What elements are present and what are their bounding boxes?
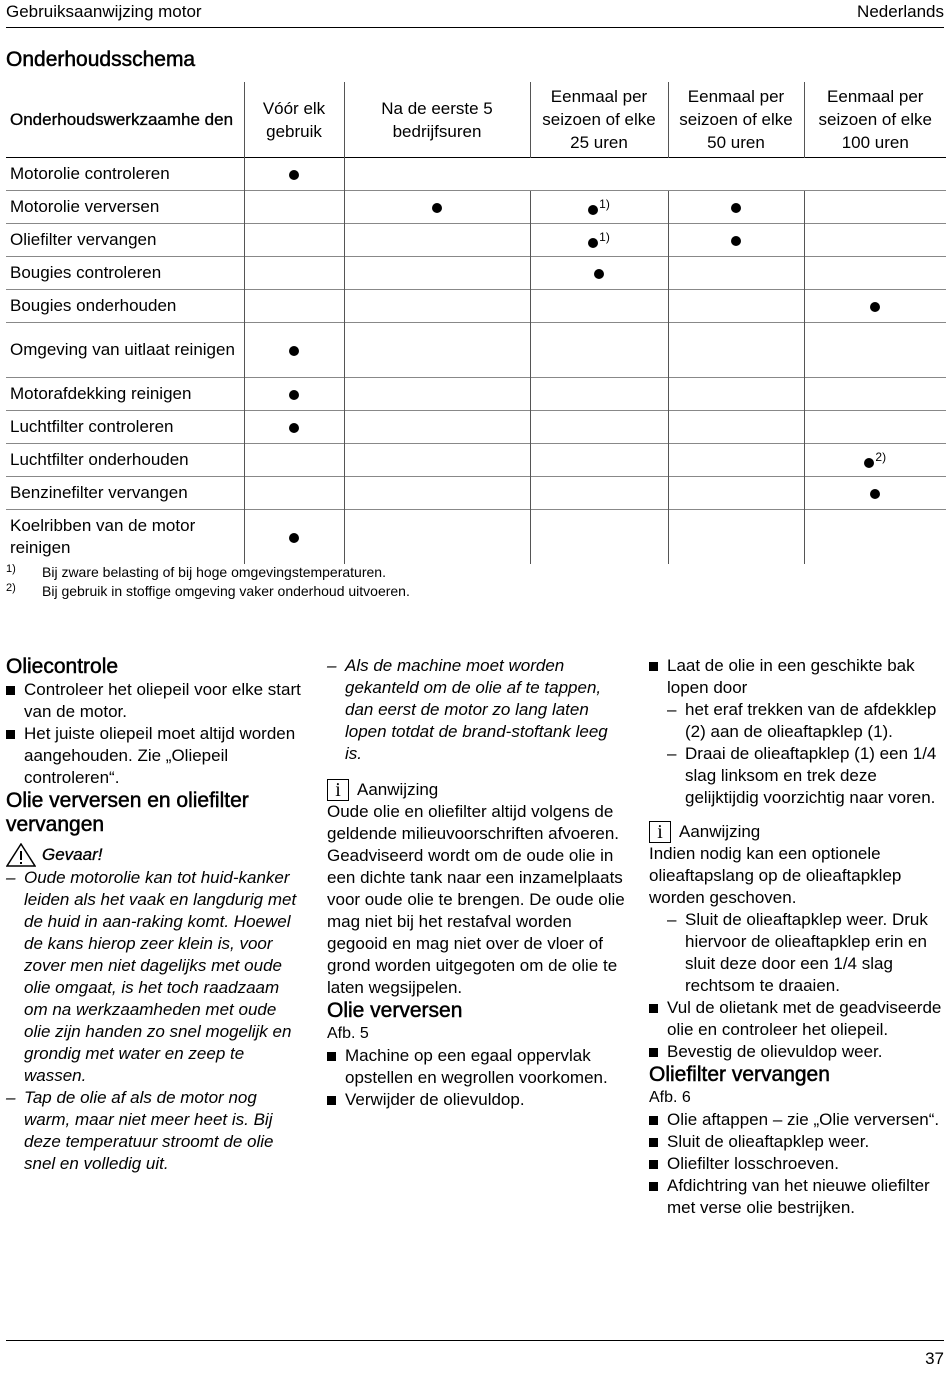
table-row: [6, 224, 946, 257]
note-heading: [327, 779, 627, 801]
mark-cell: [344, 411, 530, 444]
table-row: [6, 510, 946, 565]
table-header-row: [6, 82, 946, 158]
column-left: [6, 655, 304, 1175]
list-item: – het eraf trekken van de afdekklep (2) aan de olieaftapklep (1).: [649, 699, 945, 743]
list-item: Het juiste oliepeil moet altijd worden aangehouden. Zie „Oliepeil controleren“.: [6, 723, 304, 789]
col-header-before-use: Vóór elk gebruik: [244, 82, 344, 158]
table-row: [6, 191, 946, 224]
table-row: [6, 323, 946, 378]
list-item: Verwijder de olievuldop.: [327, 1089, 627, 1111]
mark-cell: [668, 444, 804, 477]
mark-cell: [530, 378, 668, 411]
bullet-dot: [594, 269, 604, 279]
mark-cell: [668, 257, 804, 290]
mark-cell: [804, 444, 946, 477]
mark-cell: [804, 411, 946, 444]
table-row: [6, 257, 946, 290]
mark-cell: [344, 257, 530, 290]
heading-olie-verversen-filter: Olie verversen en oliefilter vervangen: [6, 789, 249, 836]
list-item: – Tap de olie af als de motor nog warm, maar niet meer heet is. Bij deze temperatuur stroomt de olie snel en volledig uit.: [6, 1087, 304, 1175]
list-item: Laat de olie in een geschikte bak lopen door: [649, 655, 945, 699]
task-cell: Motorafdekking reinigen: [6, 378, 244, 411]
table-row: [6, 444, 946, 477]
mark-cell: [804, 158, 946, 191]
note-label: Aanwijzing: [357, 780, 439, 799]
bullet-list: [327, 1045, 627, 1111]
list-item: Machine op een egaal oppervlak opstellen en wegrollen voorkomen.: [327, 1045, 627, 1089]
mark-cell: [804, 224, 946, 257]
list-item: – Sluit de olieaftapklep weer. Druk hiervoor de olieaftapklep erin en sluit deze door een 1/4 slag rechtsom te draaien.: [649, 909, 945, 997]
footnote: [6, 563, 410, 582]
list-item: Vul de olietank met de geadviseerde olie en controleer het oliepeil.: [649, 997, 945, 1041]
mark-cell: [804, 191, 946, 224]
mark-cell: [244, 510, 344, 565]
mark-cell: [804, 510, 946, 565]
bullet-dot: [289, 533, 299, 543]
column-middle: [327, 655, 627, 1111]
list-item: Controleer het oliepeil voor elke start van de motor.: [6, 679, 304, 723]
mark-cell: [530, 158, 668, 191]
mark-cell: [344, 191, 530, 224]
header-right: Nederlands: [857, 2, 944, 21]
task-cell: Bougies onderhouden: [6, 290, 244, 323]
bullet-list: [649, 997, 945, 1063]
mark-cell: [244, 191, 344, 224]
header-left: Gebruiksaanwijzing motor: [6, 2, 202, 21]
task-cell: Koelribben van de motor reinigen: [6, 510, 244, 565]
task-cell: Motorolie controleren: [6, 158, 244, 191]
list-item: – Oude motorolie kan tot huid-kanker leiden als het vaak en langdurig met de huid in aan-raking komt. Hoewel de kans hierop zeer klein is, voor zover men niet dagelijks met oude olie omgaat, is het toch raadzaam om na werkzaamheden met oude olie zijn handen zo snel mogelijk en grondig met water en zeep te wassen.: [6, 867, 304, 1087]
mark-cell: [344, 444, 530, 477]
mark-cell: [530, 191, 668, 224]
bullet-dot: [289, 346, 299, 356]
list-item: Afdichtring van het nieuwe oliefilter met verse olie bestrijken.: [649, 1175, 945, 1219]
mark-cell: [804, 257, 946, 290]
mark-cell: [244, 158, 344, 191]
page-number: 37: [925, 1349, 944, 1368]
bullet-dot: [588, 205, 598, 215]
mark-cell: [344, 510, 530, 565]
danger-list: [6, 867, 304, 1175]
note-text: Indien nodig kan een optionele olieaftapslang op de olieaftapklep worden geschoven.: [649, 844, 902, 907]
note-label: Aanwijzing: [679, 822, 761, 841]
task-cell: Motorolie verversen: [6, 191, 244, 224]
mark-cell: [530, 224, 668, 257]
mark-cell: [804, 477, 946, 510]
note-text: Oude olie en oliefilter altijd volgens de geldende milieuvoorschriften afvoeren. Geadviseerd wordt om de oude olie in een dichte tank naar een inzamelplaats voor oude olie te brengen. De oude olie mag niet bij het restafval worden gegooid en mag niet over de vloer of grond worden uitgegoten om de olie te laten wegsijpelen.: [327, 802, 625, 997]
figure-ref: Afb. 6: [649, 1089, 691, 1106]
footnote-ref: 1): [599, 197, 610, 212]
column-right: [649, 655, 945, 1219]
table-row: [6, 158, 946, 191]
col-header-first-5h: Na de eerste 5 bedrijfsuren: [344, 82, 530, 158]
dash-list: [649, 699, 945, 809]
table-row: [6, 378, 946, 411]
bullet-list: [6, 679, 304, 789]
footnote-number: 2): [6, 582, 16, 594]
bullet-dot: [289, 170, 299, 180]
bullet-dot: [432, 203, 442, 213]
info-icon: i: [327, 779, 349, 801]
mark-cell: [244, 323, 344, 378]
footnote-number: 1): [6, 563, 16, 575]
mark-cell: [668, 411, 804, 444]
mark-cell: [244, 444, 344, 477]
mark-cell: [530, 290, 668, 323]
mark-cell: [668, 477, 804, 510]
footnote: [6, 582, 410, 601]
task-cell: Benzinefilter vervangen: [6, 477, 244, 510]
list-item: – Als de machine moet worden gekanteld om de olie af te tappen, dan eerst de motor zo lang laten lopen totdat de brand-stoftank leeg is.: [327, 655, 627, 765]
mark-cell: [244, 411, 344, 444]
bullet-dot: [588, 238, 598, 248]
mark-cell: [668, 378, 804, 411]
task-cell: Oliefilter vervangen: [6, 224, 244, 257]
mark-cell: [668, 224, 804, 257]
bottom-rule: [6, 1340, 944, 1341]
mark-cell: [668, 191, 804, 224]
mark-cell: [344, 477, 530, 510]
task-cell: Omgeving van uitlaat reinigen: [6, 323, 244, 378]
heading-olie-verversen: Olie verversen: [327, 999, 463, 1022]
mark-cell: [668, 158, 804, 191]
figure-ref: Afb. 5: [327, 1025, 369, 1042]
mark-cell: [244, 257, 344, 290]
bullet-dot: [870, 489, 880, 499]
col-header-task: Onderhoudswerkzaamhe den: [10, 110, 234, 129]
list-item: Sluit de olieaftapklep weer.: [649, 1131, 945, 1153]
note-heading: [649, 821, 945, 843]
list-item: Oliefilter losschroeven.: [649, 1153, 945, 1175]
danger-heading: [6, 843, 304, 867]
bullet-dot: [870, 302, 880, 312]
mark-cell: [530, 257, 668, 290]
mark-cell: [804, 378, 946, 411]
bullet-list: [649, 655, 945, 699]
table-row: [6, 411, 946, 444]
footnote-ref: 2): [875, 450, 887, 465]
mark-cell: [530, 444, 668, 477]
warning-triangle-icon: [6, 843, 36, 867]
mark-cell: [530, 477, 668, 510]
mark-cell: [344, 158, 530, 191]
list-item: – Draai de olieaftapklep (1) een 1/4 slag linksom en trek deze gelijktijdig voorzichtig naar voren.: [649, 743, 945, 809]
col-header-25h: Eenmaal per seizoen of elke 25 uren: [530, 82, 668, 158]
bullet-dot: [289, 390, 299, 400]
mark-cell: [344, 378, 530, 411]
bullet-dot: [289, 423, 299, 433]
mark-cell: [804, 290, 946, 323]
mark-cell: [344, 323, 530, 378]
table-footnotes: [6, 563, 410, 601]
task-cell: Bougies controleren: [6, 257, 244, 290]
mark-cell: [244, 477, 344, 510]
mark-cell: [530, 510, 668, 565]
info-icon: i: [649, 821, 671, 843]
top-rule: [6, 27, 944, 28]
dash-list: [649, 909, 945, 997]
footnote-ref: 1): [599, 230, 610, 245]
bullet-dot: [731, 203, 741, 213]
mark-cell: [668, 290, 804, 323]
danger-list-continued: [327, 655, 627, 765]
bullet-dot: [731, 236, 741, 246]
table-row: [6, 290, 946, 323]
mark-cell: [530, 323, 668, 378]
footnote-text: Bij zware belasting of bij hoge omgevingstemperaturen.: [42, 564, 386, 580]
mark-cell: [244, 224, 344, 257]
bullet-list: [649, 1109, 945, 1219]
page-title: Onderhoudsschema: [6, 48, 196, 71]
list-item: Bevestig de olievuldop weer.: [649, 1041, 945, 1063]
mark-cell: [804, 323, 946, 378]
bullet-dot: [864, 458, 874, 468]
task-cell: Luchtfilter onderhouden: [6, 444, 244, 477]
mark-cell: [530, 411, 668, 444]
mark-cell: [668, 510, 804, 565]
heading-oliecontrole: Oliecontrole: [6, 655, 119, 678]
task-cell: Luchtfilter controleren: [6, 411, 244, 444]
mark-cell: [244, 290, 344, 323]
mark-cell: [668, 323, 804, 378]
col-header-100h: Eenmaal per seizoen of elke 100 uren: [804, 82, 946, 158]
maintenance-table: [6, 82, 946, 564]
mark-cell: [344, 290, 530, 323]
footnote-text: Bij gebruik in stoffige omgeving vaker onderhoud uitvoeren.: [42, 583, 410, 599]
heading-oliefilter-vervangen: Oliefilter vervangen: [649, 1063, 830, 1086]
danger-label: Gevaar!: [42, 845, 103, 864]
col-header-50h: Eenmaal per seizoen of elke 50 uren: [668, 82, 804, 158]
mark-cell: [244, 378, 344, 411]
mark-cell: [344, 224, 530, 257]
list-item: Olie aftappen – zie „Olie verversen“.: [649, 1109, 945, 1131]
table-row: [6, 477, 946, 510]
